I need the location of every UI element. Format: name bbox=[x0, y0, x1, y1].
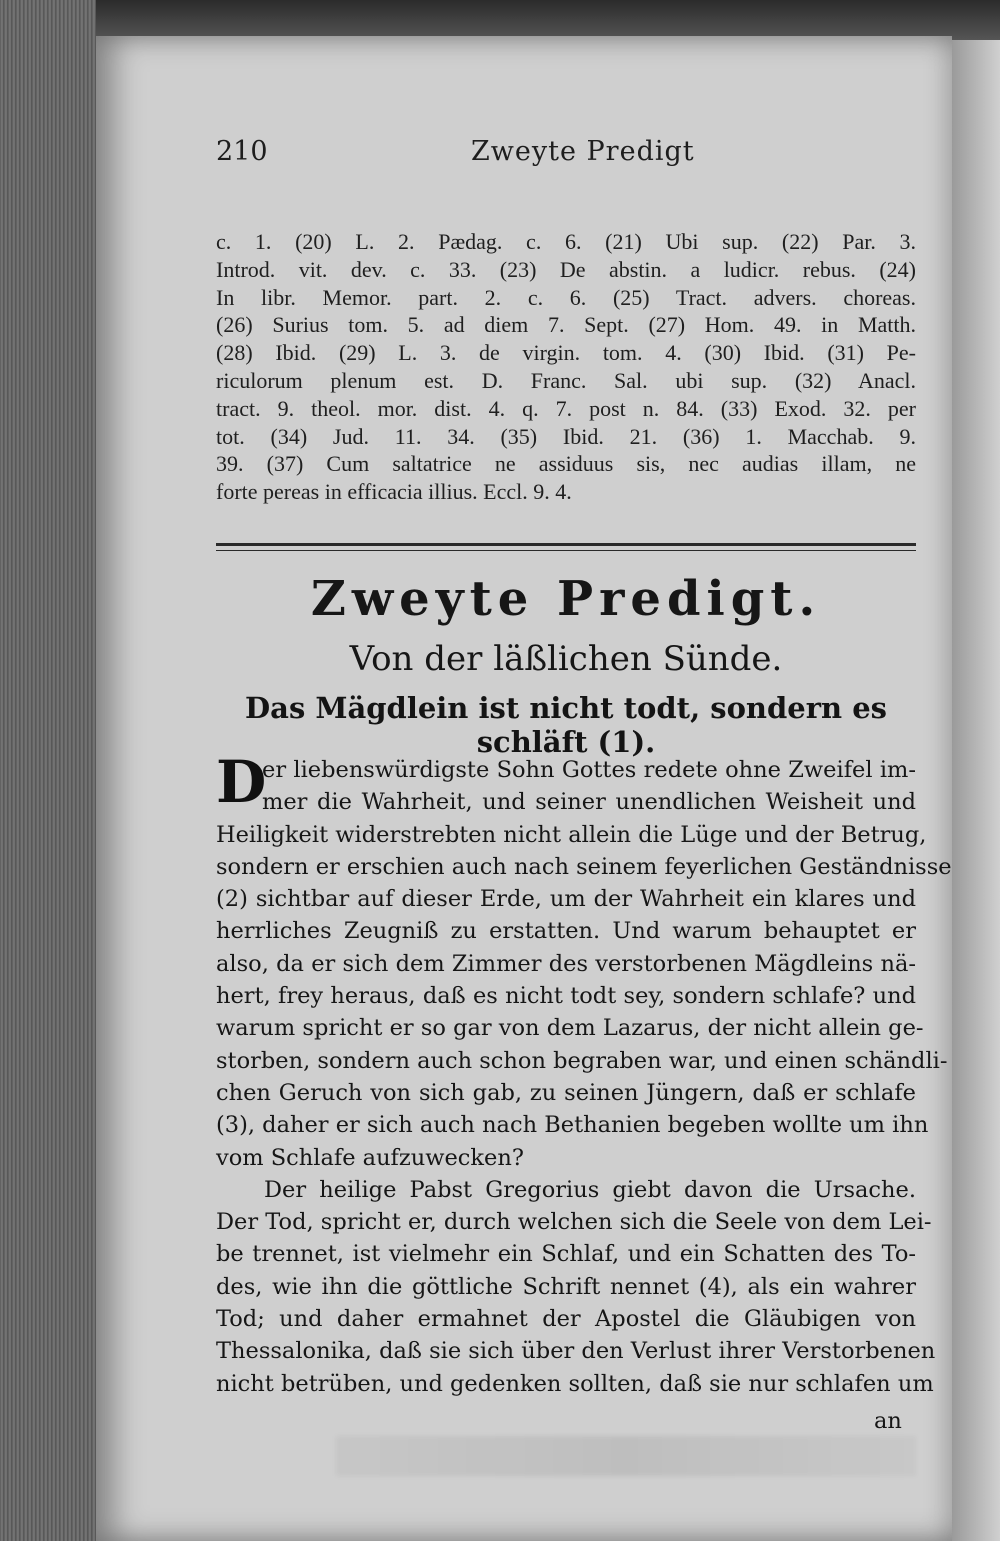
text-line: also, da er sich dem Zimmer des verstorbenen Mägdleins nä- bbox=[216, 950, 916, 977]
footnote-line: In libr. Memor. part. 2. c. 6. (25) Tract. advers. choreas. bbox=[216, 284, 916, 310]
facing-page-edge bbox=[952, 40, 1000, 1541]
sermon-title: Zweyte Predigt. bbox=[310, 571, 822, 627]
paragraph-1 bbox=[216, 748, 952, 1174]
sermon-body bbox=[216, 748, 952, 1400]
text-line: (3), daher er sich auch nach Bethanien begeben wollte um ihn bbox=[216, 1112, 929, 1139]
footnote-line: (28) Ibid. (29) L. 3. de virgin. tom. 4. (30) Ibid. (31) Pe- bbox=[216, 340, 916, 366]
page-number: 210 bbox=[216, 136, 268, 167]
text-line: warum spricht er so gar von dem Lazarus, der nicht allein ge- bbox=[216, 1015, 924, 1042]
text-line: Thessalonika, daß sie sich über den Verlust ihrer Verstorbenen bbox=[216, 1338, 936, 1365]
footnote-line: Introd. vit. dev. c. 33. (23) De abstin. a ludicr. rebus. (24) bbox=[216, 256, 916, 282]
text-line: nicht betrüben, und gedenken sollten, daß sie nur schlafen um bbox=[216, 1370, 934, 1397]
book-page-edges bbox=[0, 0, 96, 1541]
show-through-bleed bbox=[336, 1436, 916, 1476]
section-rule-thin bbox=[216, 550, 916, 551]
text-line: mer die Wahrheit, und seiner unendlichen Weisheit und bbox=[262, 789, 916, 816]
catchword: an bbox=[874, 1408, 902, 1434]
footnote-line: c. 1. (20) L. 2. Pædag. c. 6. (21) Ubi sup. (22) Par. 3. bbox=[216, 229, 916, 254]
paragraph-2 bbox=[216, 1174, 936, 1400]
text-line: Der heilige Pabst Gregorius giebt davon die Ursache. bbox=[264, 1176, 916, 1203]
text-line: des, wie ihn die göttliche Schrift nennet (4), als ein wahrer bbox=[216, 1273, 916, 1300]
text-line: be trennet, ist vielmehr ein Schlaf, und ein Schatten des To- bbox=[216, 1241, 916, 1268]
text-line: vom Schlafe aufzuwecken? bbox=[216, 1144, 524, 1171]
drop-cap: D bbox=[216, 748, 267, 816]
book-top-edge bbox=[0, 0, 1000, 40]
footnote-line: (26) Surius tom. 5. ad diem 7. Sept. (27) Hom. 49. in Matth. bbox=[216, 312, 916, 338]
text-line: chen Geruch von sich gab, zu seinen Jüngern, daß er schlafe bbox=[216, 1079, 916, 1106]
footnotes bbox=[216, 228, 916, 506]
running-title: Zweyte Predigt bbox=[471, 136, 695, 167]
sermon-subtitle: Von der läßlichen Sünde. bbox=[349, 639, 783, 679]
scripture-motto: Das Mägdlein ist nicht todt, sondern es schläft (1). bbox=[245, 691, 887, 759]
text-line: herrliches Zeugniß zu erstatten. Und warum behauptet er bbox=[216, 918, 916, 945]
footnote-line: tract. 9. theol. mor. dist. 4. q. 7. post n. 84. (33) Exod. 32. per bbox=[216, 395, 916, 421]
text-line: Tod; und daher ermahnet der Apostel die Gläubigen von bbox=[216, 1306, 916, 1333]
footnote-line: tot. (34) Jud. 11. 34. (35) Ibid. 21. (36) 1. Macchab. 9. bbox=[216, 423, 916, 449]
book-page bbox=[96, 36, 952, 1541]
footnote-line: forte pereas in efficacia illius. Eccl. 9. 4. bbox=[216, 479, 572, 505]
text-line: sondern er erschien auch nach seinem feyerlichen Geständnisse bbox=[216, 853, 952, 880]
footnote-line: riculorum plenum est. D. Franc. Sal. ubi sup. (32) Anacl. bbox=[216, 367, 916, 393]
footnote-line: 39. (37) Cum saltatrice ne assiduus sis, nec audias illam, ne bbox=[216, 451, 916, 477]
running-head bbox=[216, 136, 916, 176]
text-line: (2) sichtbar auf dieser Erde, um der Wahrheit ein klares und bbox=[216, 886, 916, 913]
text-line: storben, sondern auch schon begraben war, und einen schändli- bbox=[216, 1047, 948, 1074]
text-line: Der Tod, spricht er, durch welchen sich die Seele von dem Lei- bbox=[216, 1209, 932, 1236]
text-line: Heiligkeit widerstrebten nicht allein die Lüge und der Betrug, bbox=[216, 821, 927, 848]
text-line: hert, frey heraus, daß es nicht todt sey, sondern schlafe? und bbox=[216, 983, 916, 1010]
text-line: er liebenswürdigste Sohn Gottes redete ohne Zweifel im- bbox=[262, 757, 916, 783]
section-rule bbox=[216, 543, 916, 546]
